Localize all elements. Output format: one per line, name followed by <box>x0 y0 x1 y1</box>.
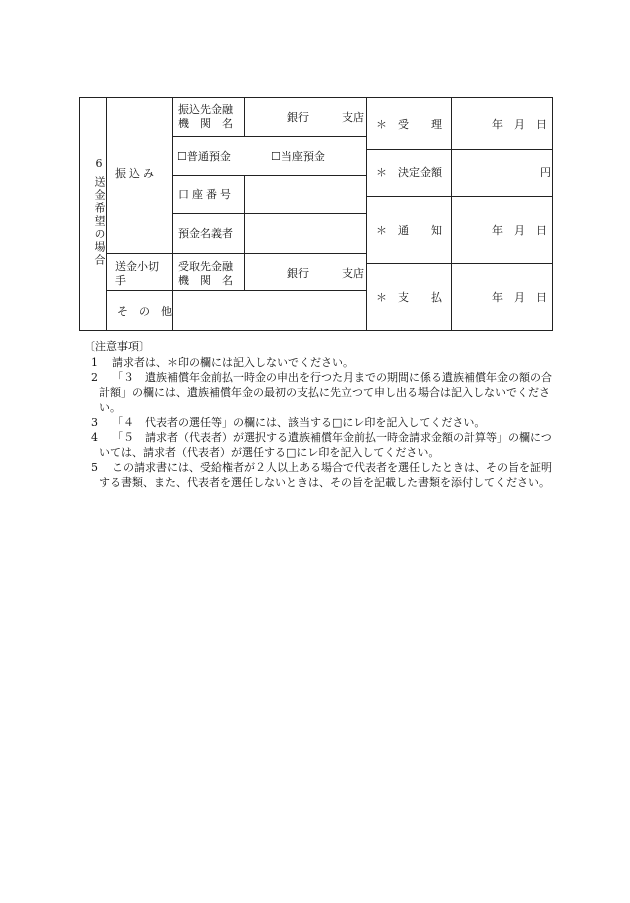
notes-heading: 〔注意事項〕 <box>84 340 150 353</box>
furikomi-bank-unit: 銀行 <box>287 111 309 124</box>
tsuchi-date: 年 月 日 <box>492 224 547 237</box>
note-number: 5 <box>91 461 98 474</box>
section-title: 送金希望の場合 <box>93 176 106 267</box>
kogitte-bank-label-1: 受取先金融 <box>178 260 233 273</box>
remittance-form-table <box>79 97 553 331</box>
kogitte-bank-unit: 銀行 <box>287 267 309 280</box>
furikomi-bank-label-1: 振込先金融 <box>178 103 233 116</box>
section-number: 6 <box>95 157 103 170</box>
notes-section <box>84 339 554 490</box>
note-number: 2 <box>91 371 98 384</box>
other-label: そ の 他 <box>117 305 172 318</box>
note-text: 「４ 代表者の選任等」の欄には、該当する□にレ印を記入してください。 <box>112 416 486 429</box>
note-text: この請求書には、受給権者が２人以上ある場合で代表者を選任したときは、その旨を証明する書類、また、代表者を選任しないときは、その旨を記載した書類を添付してください。 <box>99 461 552 489</box>
kogitte-branch-unit: 支店 <box>342 267 364 280</box>
account-number-label: 口座番号 <box>178 188 234 201</box>
note-item <box>84 415 554 430</box>
juri-label: ＊ 受 理 <box>376 118 442 131</box>
note-text: 「５ 請求者（代表者）が選択する遺族補償年金前払一時金請求金額の計算等」の欄については、請求者（代表者）が選任する□にレ印を記入してください。 <box>99 431 552 459</box>
note-text: 「３ 遺族補償年金前払一時金の申出を行つた月までの期間に係る遺族補償年金の額の合計額」の欄には、遺族補償年金の最初の支払に先立つて申し出る場合は記入しないでください。 <box>99 371 552 414</box>
juri-date: 年 月 日 <box>492 118 547 131</box>
toza-checkbox[interactable]: ☐当座預金 <box>271 150 325 163</box>
kettei-yen: 円 <box>540 166 551 179</box>
note-text: 請求者は、＊印の欄には記入しないでください。 <box>112 356 354 369</box>
tsuchi-label: ＊ 通 知 <box>376 224 442 237</box>
furikomi-bank-label-2: 機 関 名 <box>178 117 233 130</box>
note-number: 4 <box>91 431 98 444</box>
table-grid <box>79 97 553 331</box>
furikomi-branch-unit: 支店 <box>342 111 364 124</box>
kogitte-label-1: 送金小切 <box>115 260 159 273</box>
kettei-label: ＊ 決定金額 <box>376 166 442 179</box>
futsu-checkbox[interactable]: ☐普通預金 <box>177 150 231 163</box>
note-item <box>84 430 554 460</box>
note-item <box>84 370 554 415</box>
note-item <box>84 355 554 370</box>
kogitte-bank-label-2: 機 関 名 <box>178 274 233 287</box>
furikomi-label: 振込み <box>115 167 157 180</box>
shiharai-label: ＊ 支 払 <box>376 291 442 304</box>
shiharai-date: 年 月 日 <box>492 291 547 304</box>
note-number: 1 <box>91 356 98 369</box>
note-item <box>84 460 554 490</box>
account-holder-label: 預金名義者 <box>178 227 233 240</box>
note-number: 3 <box>91 416 98 429</box>
kogitte-label-2: 手 <box>115 274 126 287</box>
